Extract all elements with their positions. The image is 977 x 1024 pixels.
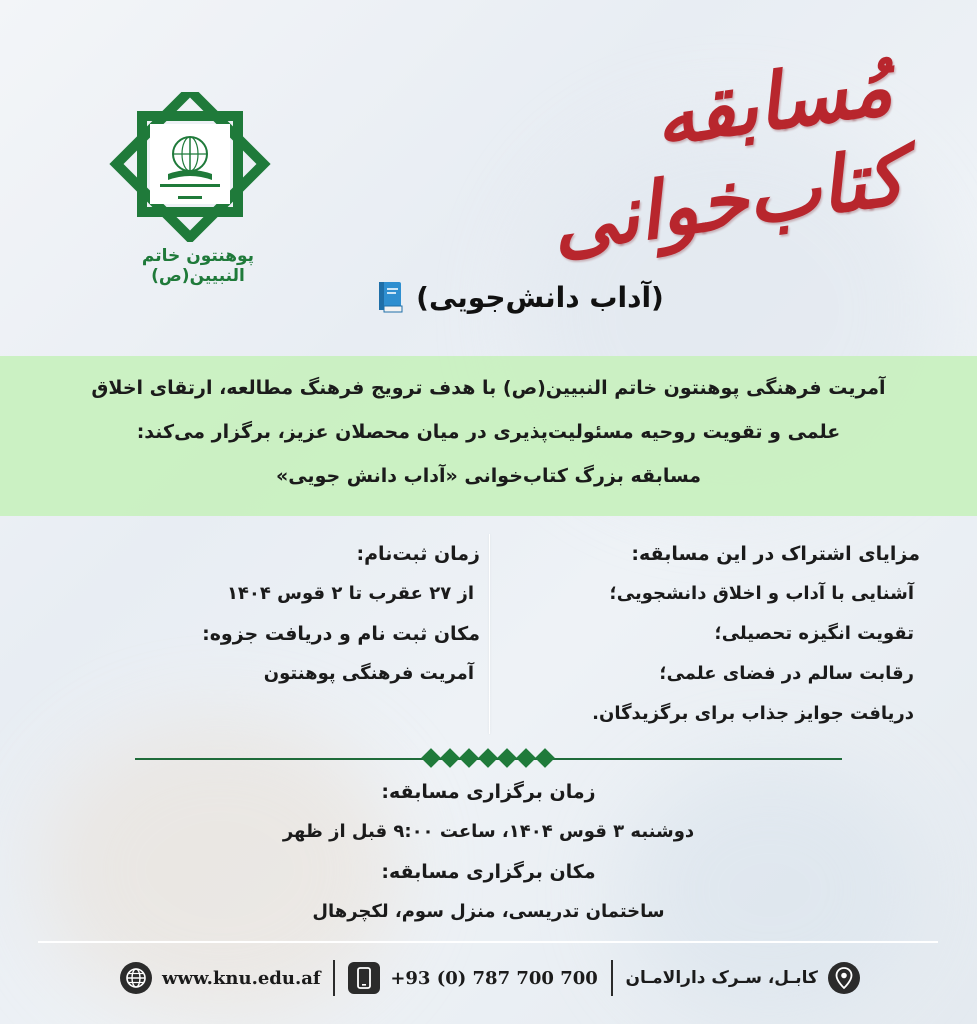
event-section [180,772,797,932]
page-title: مُسابقه کتاب‌خوانی [545,40,910,271]
intro-text [60,366,917,498]
column-divider [489,534,490,734]
benefits-section [495,534,920,734]
footer-divider [38,941,938,943]
university-logo [105,92,275,242]
event-place-value: ساختمان تدریسی، منزل سوم، لکچرهال [312,901,665,922]
address-item [625,962,860,994]
diamond-icon [440,748,460,768]
benefit-item: رقابت سالم در فضای علمی؛ [659,663,914,684]
intro-line: علمی و تقویت روحیه مسئولیت‌پذیری در میان محصلان عزیز، برگزار می‌کند: [136,421,841,443]
phone-icon [348,962,380,994]
globe-icon [120,962,152,994]
website-text: www.knu.edu.af [162,967,321,989]
diamond-icon [535,748,555,768]
diamond-ornament [403,748,573,770]
phone-link[interactable] [348,962,597,994]
benefit-item: تقویت انگیزه تحصیلی؛ [714,623,914,644]
event-time-heading: زمان برگزاری مسابقه: [381,781,596,803]
footer-separator [611,960,613,996]
intro-line: مسابقه بزرگ کتاب‌خوانی «آداب دانش جویی» [275,465,702,487]
benefits-heading: مزایای اشتراک در این مسابقه: [631,543,920,565]
footer-separator [333,960,335,996]
diamond-icon [516,748,536,768]
registration-section [150,534,480,694]
diamond-icon [497,748,517,768]
registration-place-value: آمریت فرهنگی پوهنتون [263,663,474,684]
book-icon [376,280,406,314]
intro-line: آمریت فرهنگی پوهنتون خاتم النبیین(ص) با هدف ترویج فرهنگ مطالعه، ارتقای اخلاق [91,377,886,399]
registration-place-heading: مکان ثبت نام و دریافت جزوه: [202,623,480,645]
benefit-item: آشنایی با آداب و اخلاق دانشجویی؛ [609,583,914,604]
registration-time-heading: زمان ثبت‌نام: [356,543,480,565]
footer [120,955,860,1001]
event-place-heading: مکان برگزاری مسابقه: [381,861,596,883]
benefit-item: دریافت جوایز جذاب برای برگزیدگان. [592,703,914,724]
diamond-icon [459,748,479,768]
university-name: پوهنتون خاتم النبیین(ص) [141,246,255,286]
phone-text: +93 (0) 787 700 700 [390,967,598,989]
event-time-value: دوشنبه ۳ قوس ۱۴۰۴، ساعت ۹:۰۰ قبل از ظهر [282,821,695,842]
registration-time-value: از ۲۷ عقرب تا ۲ قوس ۱۴۰۴ [226,583,474,604]
location-pin-icon [828,962,860,994]
diamond-icon [421,748,441,768]
subtitle-text: (آداب دانش‌جویی) [416,280,664,314]
website-link[interactable] [120,962,321,994]
diamond-icon [478,748,498,768]
address-text: کابـل، سـرک دارالامـان [625,968,818,988]
subtitle [330,280,710,314]
